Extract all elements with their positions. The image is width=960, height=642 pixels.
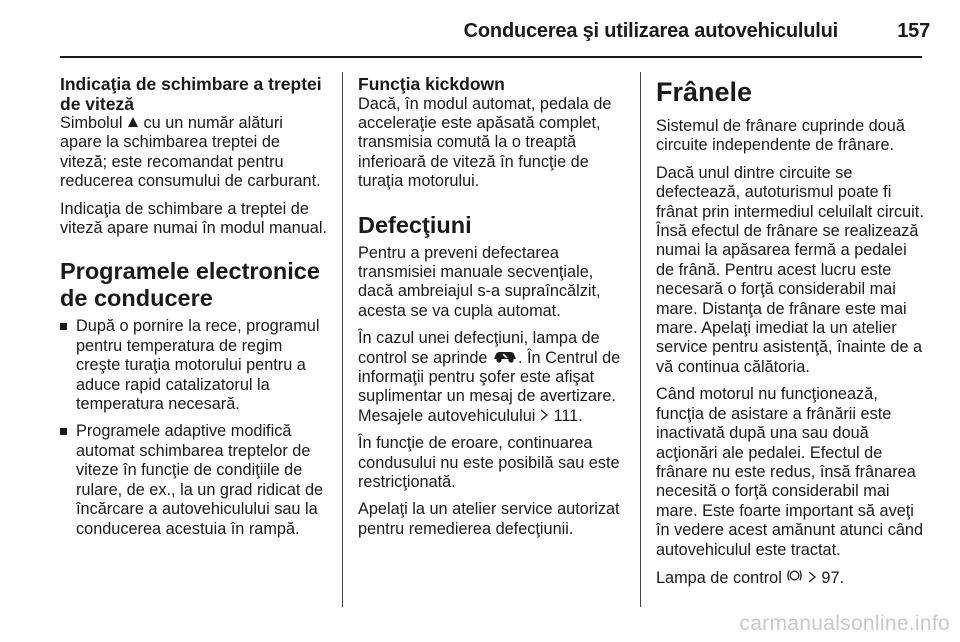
paragraph-faults-3: În funcţie de eroare, continuarea condusului nu este posibilă sau este restricţionată. xyxy=(358,434,620,491)
paragraph-gear-manual: Indicaţia de schimbare a treptei de viteză apare numai în modul manual. xyxy=(60,199,327,238)
page-ref-icon xyxy=(808,569,817,588)
page-number: 157 xyxy=(897,20,930,42)
paragraph-gear-symbol xyxy=(60,114,328,192)
bullet-square-icon xyxy=(60,428,67,435)
list-item xyxy=(60,317,328,414)
paragraph-brakes-4 xyxy=(656,568,924,588)
page-ref: 111. xyxy=(553,406,583,425)
list-item-text: Programele adaptive modifică automat schimbarea treptelor de viteze în funcţie de condiţiile de rulare, de ex., la un grad ridicat de încărcare a autovehiculului sau la conducerea acestuia în rampă. xyxy=(76,422,324,538)
heading-electronic-programs: Programele electronice de conducere xyxy=(60,258,320,312)
list-item-text: După o pornire la rece, programul pentru temperatura de regim creşte turaţia motorului pentru a aduce rapid catalizatorul la temperatura necesară. xyxy=(76,317,320,414)
heading-kickdown: Funcţia kickdown xyxy=(358,74,505,94)
page-ref-icon xyxy=(540,407,549,426)
header-rule xyxy=(60,56,922,58)
text: cu un număr alături apare la schimbarea treptei de viteză; este recomandat pentru reducerea consumului de carburant. xyxy=(60,114,321,191)
list-item xyxy=(60,422,328,538)
text: Simbolul xyxy=(60,114,123,132)
bullet-list xyxy=(60,317,328,538)
watermark: carmanualsonline.info xyxy=(739,612,950,635)
paragraph-brakes-2: Dacă unul dintre circuite se defectează, autoturismul poate fi frânat prin intermediul celuilalt circuit. Însă efectul de frânare se realizează numai la apăsarea fermă a pedalei de frână. Pentru acest lucru este necesară o forţă considerabil mai mare. Distanţa de frânare este mai mare. Apelaţi imediat la un atelier service pentru asistenţă, înainte de a vă continua călătoria. xyxy=(656,163,924,376)
text: . În Centrul de informaţii pentru şofer este afişat suplimentar un mesaj de avertizare. Mesajele autovehiculului xyxy=(358,348,621,425)
car-wrench-icon xyxy=(492,349,518,368)
column-left xyxy=(60,75,328,547)
triangle-up-icon xyxy=(127,114,139,133)
page-ref: 97. xyxy=(821,568,845,587)
paragraph-faults-4: Apelaţi la un atelier service autorizat pentru remedierea defecţiunii. xyxy=(358,500,620,538)
paragraph-faults-2 xyxy=(358,329,626,426)
column-right xyxy=(656,75,924,596)
heading-brakes: Frânele xyxy=(656,77,753,107)
column-divider xyxy=(342,72,343,607)
paragraph-brakes-3: Când motorul nu funcţionează, funcţia de asistare a frânării este inactivată după una sau două acţionări ale pedalei. Efectul de frânare nu este redus, însă frânarea necesită o forţă considerabil mai mare. Este foarte important să aveţi în vedere acest amănunt atunci când autovehiculul este tractat. xyxy=(656,385,924,559)
paragraph-faults-1: Pentru a preveni defectarea transmisiei manuale secvenţiale, dacă ambreiajul s-a supraîncălzit, acesta se va cupla automat. xyxy=(358,243,601,320)
column-middle xyxy=(358,75,626,547)
heading-faults: Defecţiuni xyxy=(358,211,472,238)
bullet-square-icon xyxy=(60,323,67,330)
paragraph-brakes-1: Sistemul de frânare cuprinde două circuite independente de frânare. xyxy=(656,117,905,155)
brake-warning-icon xyxy=(786,568,803,588)
text: În cazul unei defecţiuni, lampa de control se aprinde xyxy=(358,329,600,367)
text: Lampa de control xyxy=(656,568,782,587)
column-divider xyxy=(640,72,641,607)
paragraph-kickdown: Dacă, în modul automat, pedala de acceleraţie este apăsată complet, transmisia comută la o treaptă inferioară de viteză în funcţie de turaţia motorului. xyxy=(358,94,612,191)
page-title: Conducerea şi utilizarea autovehiculului xyxy=(463,20,838,42)
page-header xyxy=(60,16,930,48)
heading-gear-shift: Indicaţia de schimbare a treptei de viteză xyxy=(60,74,322,114)
